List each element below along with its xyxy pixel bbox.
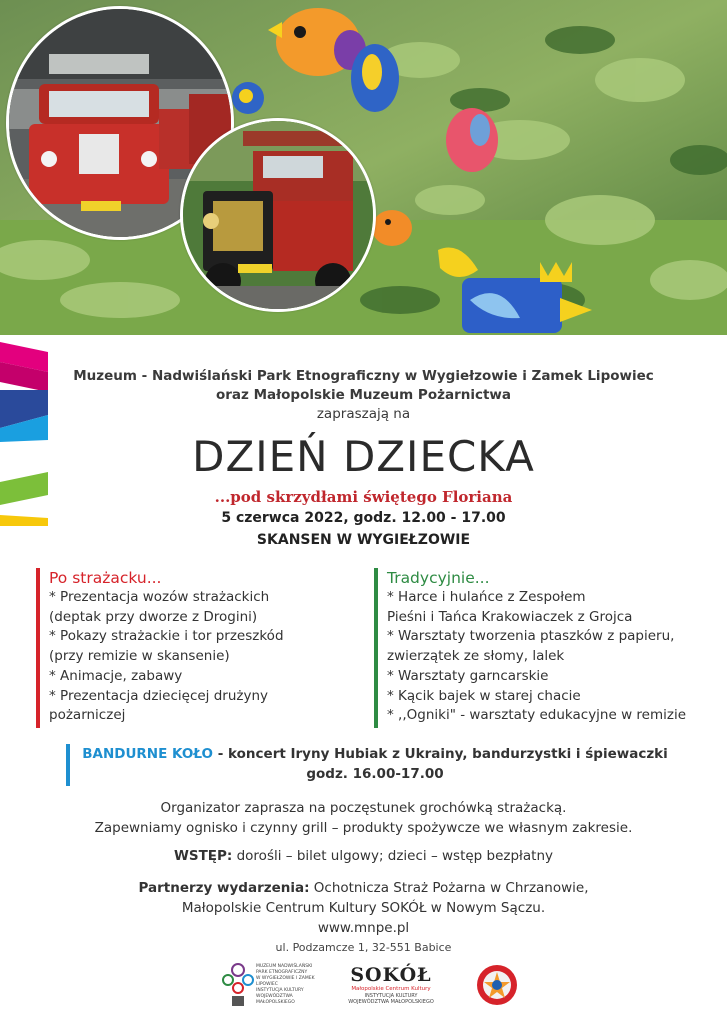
- concert-time: godz. 16.00-17.00: [306, 766, 444, 782]
- entry-label: WSTĘP:: [173, 848, 233, 864]
- left-column-line: * Pokazy strażackie i tor przeszkód: [49, 628, 284, 645]
- partner-logos: [0, 960, 727, 1015]
- museum-logo-line: PARK ETNOGRAFICZNY: [256, 970, 308, 975]
- notes-block: [60, 798, 667, 838]
- fire-brigade-emblem-icon: [476, 964, 518, 1006]
- partners-line-1: Ochotnicza Straż Pożarna w Chrzanowie,: [309, 880, 589, 896]
- right-column-line: * Warsztaty tworzenia ptaszków z papieru,: [387, 628, 675, 645]
- right-column-line: * Warsztaty garncarskie: [387, 667, 549, 684]
- decorative-stripes: [0, 340, 60, 540]
- organizer-line-2: oraz Małopolskie Muzeum Pożarnictwa: [216, 387, 511, 403]
- concert-line: [80, 744, 670, 764]
- right-column-heading: Tradycyjnie...: [387, 569, 490, 587]
- left-column-line: * Animacje, zabawy: [49, 667, 183, 684]
- partners-line-2: Małopolskie Centrum Kultury SOKÓŁ w Nowym Sączu.: [181, 900, 546, 916]
- website-link[interactable]: www.mnpe.pl: [317, 920, 410, 936]
- event-subtitle: ...pod skrzydłami świętego Floriana: [214, 488, 513, 506]
- paper-bird-orange-small: [372, 210, 412, 246]
- organizer-line-1: Muzeum - Nadwiślański Park Etnograficzny w Wygiełzowie i Zamek Lipowiec: [73, 368, 654, 384]
- hero-photo: [0, 0, 727, 335]
- right-column-line: * Harce i hulańce z Zespołem: [387, 589, 586, 605]
- museum-logo-line: INSTYTUCJA KULTURY: [256, 988, 304, 993]
- museum-logo-line: WOJEWÓDZTWA MAŁOPOLSKIEGO: [256, 994, 295, 1005]
- concert-description: - koncert Iryny Hubiak z Ukrainy, bandurzystki i śpiewaczki: [213, 746, 668, 762]
- paper-bird-yellow: [232, 82, 264, 114]
- museum-logo-line: W WYGIEŁZOWIE I ZAMEK LIPOWIEC: [256, 976, 315, 987]
- right-column-line: zwierzątek ze słomy, lalek: [387, 648, 565, 665]
- event-date: 5 czerwca 2022, godz. 12.00 - 17.00: [221, 510, 506, 526]
- right-column-line: * Kącik bajek w starej chacie: [387, 687, 581, 704]
- sokol-logo-title: SOKÓŁ: [350, 964, 432, 986]
- concert-block: [66, 744, 670, 786]
- left-column-line: * Prezentacja dziecięcej drużyny: [49, 687, 269, 704]
- right-program-column: [374, 568, 727, 728]
- right-column-line: Pieśni i Tańca Krakowiaczek z Grojca: [387, 608, 633, 625]
- sokol-logo-subtitle: Małopolskie Centrum Kultury: [351, 986, 431, 992]
- fire-brigade-emblem: [476, 964, 518, 1006]
- organizer-line-3: zapraszają na: [316, 406, 411, 422]
- sokol-logo-line: WOJEWÓDZTWA MAŁOPOLSKIEGO: [348, 999, 434, 1005]
- event-place: SKANSEN W WYGIEŁZOWIE: [256, 532, 471, 548]
- left-column-heading: Po strażacku...: [49, 569, 162, 587]
- museum-emblem-icon: [222, 962, 254, 1008]
- paper-bird-pink: [446, 108, 498, 172]
- note-line-2: Zapewniamy ognisko i czynny grill – produkty spożywcze we własnym zakresie.: [94, 820, 633, 836]
- left-program-column: [36, 568, 369, 728]
- paper-bird-blue: [351, 44, 399, 112]
- entry-info: [60, 846, 667, 866]
- entry-text: dorośli – bilet ulgowy; dzieci – wstęp bezpłatny: [232, 848, 554, 864]
- right-column-line: * ,,Ogniki" - warsztaty edukacyjne w remizie: [387, 707, 687, 724]
- partners-block: [60, 878, 667, 918]
- left-column-line: pożarniczej: [49, 707, 126, 724]
- note-line-1: Organizator zaprasza na poczęstunek grochówką strażacką.: [160, 800, 567, 816]
- address: ul. Podzamcze 1, 32-551 Babice: [275, 941, 452, 954]
- vintage-fire-truck-photo: [180, 118, 376, 312]
- organizers-block: [60, 367, 667, 424]
- museum-logo: [222, 962, 332, 1012]
- concert-name: BANDURNE KOŁO: [82, 746, 214, 762]
- sokol-logo: [346, 964, 436, 1012]
- museum-logo-line: MUZEUM NADWIŚLAŃSKI: [256, 964, 313, 969]
- left-column-line: (przy remizie w skansenie): [49, 648, 230, 665]
- event-title: DZIEŃ DZIECKA: [192, 432, 535, 481]
- left-column-line: (deptak przy dworze z Drogini): [49, 608, 258, 625]
- left-column-line: * Prezentacja wozów strażackich: [49, 589, 270, 605]
- partners-label: Partnerzy wydarzenia:: [138, 880, 310, 896]
- sokol-logo-line: INSTYTUCJA KULTURY: [364, 993, 418, 999]
